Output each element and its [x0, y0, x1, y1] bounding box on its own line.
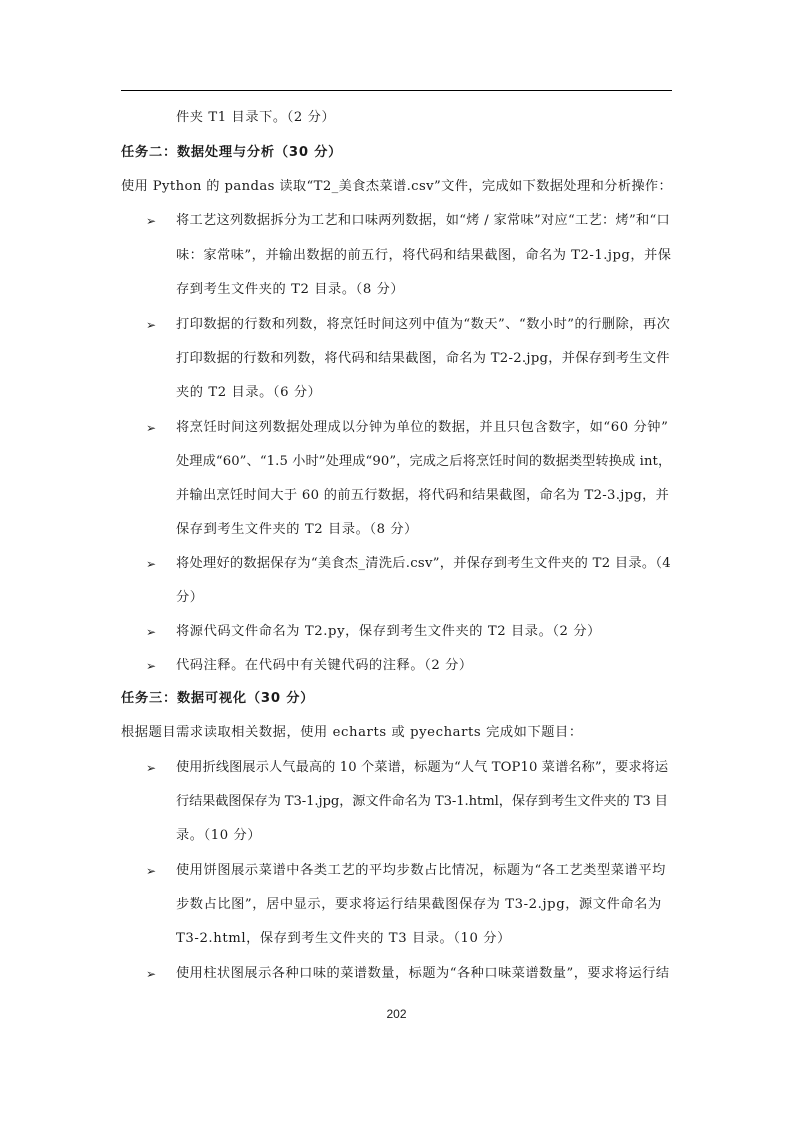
- bullet-arrow-icon: ➢: [146, 625, 157, 639]
- task2-item2-line3: 夹的 T2 目录。（6 分）: [176, 385, 322, 400]
- task2-item3-line2: 处理成“60”、“1.5 小时”处理成“90”，完成之后将烹饪时间的数据类型转换成 int，: [176, 454, 672, 469]
- task3-item1-line2: 行结果截图保存为 T3-1.jpg，源文件命名为 T3-1.html，保存到考生文件夹的 T3 目: [176, 794, 668, 809]
- task3-item2-line2: 步数占比图”，居中显示，要求将运行结果截图保存为 T3-2.jpg，源文件命名为: [176, 897, 662, 912]
- bullet-arrow-icon: ➢: [146, 214, 157, 228]
- bullet-arrow-icon: ➢: [146, 557, 157, 571]
- bullet-arrow-icon: ➢: [146, 659, 157, 673]
- task2-item3-line4: 保存到考生文件夹的 T2 目录。（8 分）: [176, 522, 418, 537]
- task2-item1-line2: 味：家常味”，并输出数据的前五行，将代码和结果截图，命名为 T2-1.jpg，并保: [176, 248, 672, 263]
- bullet-arrow-icon: ➢: [146, 761, 157, 775]
- task2-item3-line1: 将烹饪时间这列数据处理成以分钟为单位的数据，并且只包含数字，如“60 分钟”: [176, 420, 669, 435]
- header-rule: [121, 90, 672, 91]
- task3-intro: 根据题目需求读取相关数据，使用 echarts 或 pyecharts 完成如下题目：: [121, 725, 583, 740]
- page-number: 202: [386, 1007, 407, 1021]
- task2-item1-line1: 将工艺这列数据拆分为工艺和口味两列数据，如“烤 / 家常味”对应“工艺：烤”和“口: [176, 213, 671, 228]
- task3-item2-line3: T3-2.html，保存到考生文件夹的 T3 目录。（10 分）: [176, 931, 511, 946]
- bullet-arrow-icon: ➢: [146, 318, 157, 332]
- continuation-text: 件夹 T1 目录下。（2 分）: [176, 110, 336, 125]
- bullet-arrow-icon: ➢: [146, 864, 157, 878]
- bullet-arrow-icon: ➢: [146, 421, 157, 435]
- task2-item5-line1: 将源代码文件命名为 T2.py，保存到考生文件夹的 T2 目录。（2 分）: [176, 624, 601, 639]
- bullet-arrow-icon: ➢: [146, 967, 157, 981]
- task2-item2-line2: 打印数据的行数和列数，将代码和结果截图，命名为 T2-2.jpg，并保存到考生文件: [176, 351, 670, 366]
- task2-heading: 任务二：数据处理与分析（30 分）: [121, 145, 343, 160]
- task3-heading: 任务三：数据可视化（30 分）: [121, 691, 315, 706]
- task3-item1-line1: 使用折线图展示人气最高的 10 个菜谱，标题为“人气 TOP10 菜谱名称”，要求将运: [176, 760, 669, 775]
- task3-item3-line1: 使用柱状图展示各种口味的菜谱数量，标题为“各种口味菜谱数量”，要求将运行结: [176, 966, 670, 981]
- task2-item3-line3: 并输出烹饪时间大于 60 的前五行数据，将代码和结果截图，命名为 T2-3.jpg，并: [176, 488, 670, 503]
- task2-item4-line2: 分）: [176, 590, 204, 605]
- task2-item6-line1: 代码注释。在代码中有关键代码的注释。（2 分）: [176, 658, 473, 673]
- task2-item4-line1: 将处理好的数据保存为“美食杰_清洗后.csv”，并保存到考生文件夹的 T2 目录。（4: [176, 556, 671, 571]
- task2-intro: 使用 Python 的 pandas 读取“T2_美食杰菜谱.csv”文件，完成如下数据处理和分析操作：: [121, 179, 673, 194]
- task3-item1-line3: 录。（10 分）: [176, 828, 262, 843]
- task2-item2-line1: 打印数据的行数和列数，将烹饪时间这列中值为“数天”、“数小时”的行删除，再次: [176, 317, 671, 332]
- task3-item2-line1: 使用饼图展示菜谱中各类工艺的平均步数占比情况，标题为“各工艺类型菜谱平均: [176, 863, 666, 878]
- task2-item1-line3: 存到考生文件夹的 T2 目录。（8 分）: [176, 282, 405, 297]
